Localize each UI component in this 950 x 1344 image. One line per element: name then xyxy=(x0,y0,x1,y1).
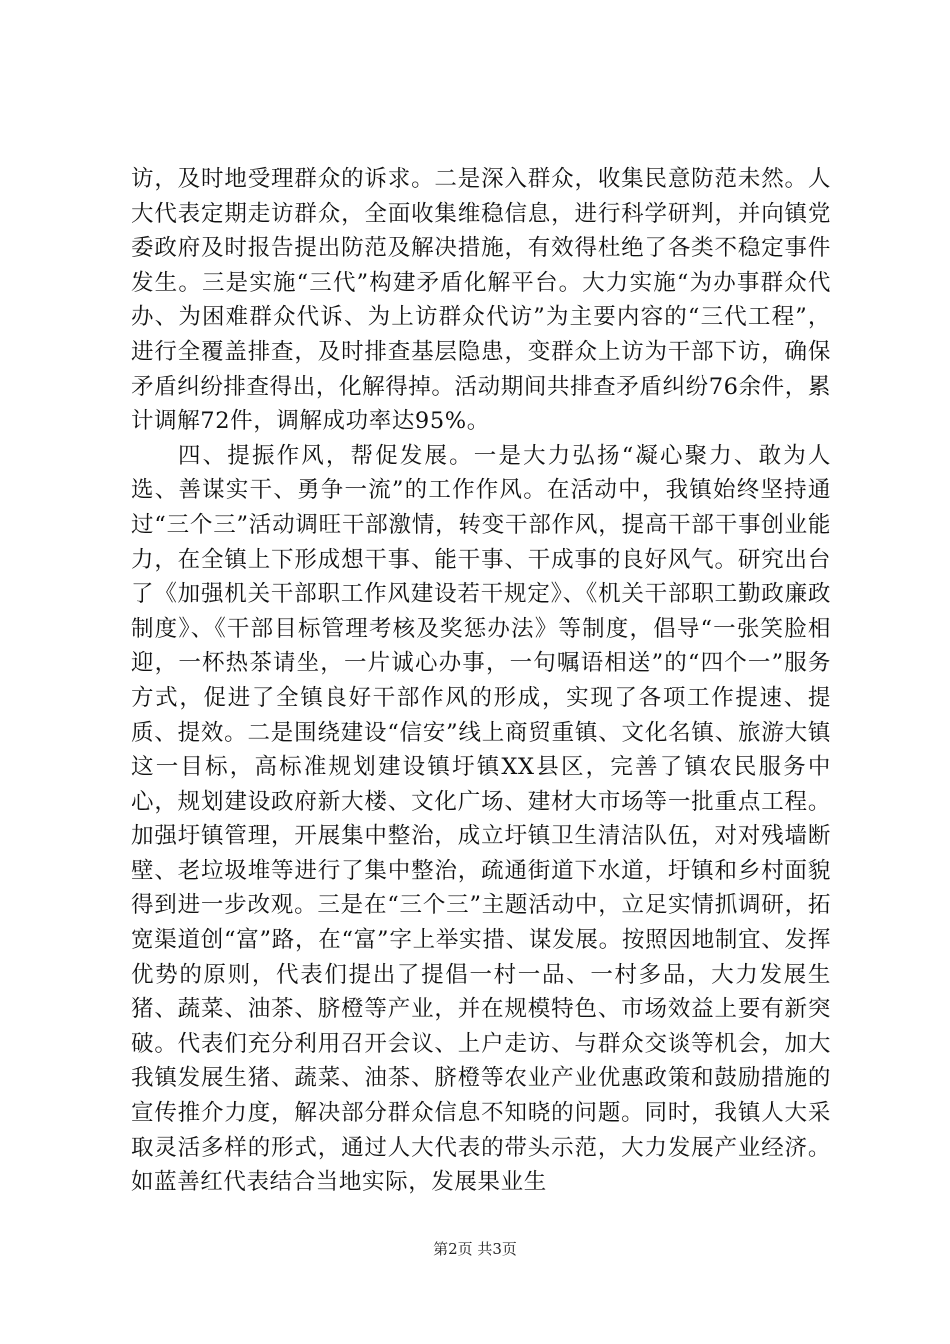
paragraph-section-four: 四、提振作风，帮促发展。一是大力弘扬“凝心聚力、敢为人选、善谋实干、勇争一流”的工作作风。在活动中，我镇始终坚持通过“三个三”活动调旺干部激情，转变干部作风，提高干部干事创业能力，在全镇上下形成想干事、能干事、干成事的良好风气。研究出台了《加强机关干部职工作风建设若干规定》、《机关干部职工勤政廉政制度》、《干部目标管理考核及奖惩办法》等制度，倡导“一张笑脸相迎，一杯热茶请坐，一片诚心办事，一句嘱语相送”的“四个一”服务方式，促进了全镇良好干部作风的形成，实现了各项工作提速、提质、提效。二是围绕建设“信安”线上商贸重镇、文化名镇、旅游大镇这一目标，高标准规划建设镇圩镇XX县区，完善了镇农民服务中心，规划建设政府新大楼、文化广场、建材大市场等一批重点工程。加强圩镇管理，开展集中整治，成立圩镇卫生清洁队伍，对对残墙断壁、老垃圾堆等进行了集中整治，疏通街道下水道，圩镇和乡村面貌得到进一步改观。三是在“三个三”主题活动中，立足实情抓调研，拓宽渠道创“富”路，在“富”字上举实措、谋发展。按照因地制宜、发挥优势的原则，代表们提出了提倡一村一品、一村多品，大力发展生猪、蔬菜、油茶、脐橙等产业，并在规模特色、市场效益上要有新突破。代表们充分利用召开会议、上户走访、与群众交谈等机会，加大我镇发展生猪、蔬菜、油茶、脐橙等农业产业优惠政策和鼓励措施的宣传推介力度，解决部分群众信息不知晓的问题。同时，我镇人大采取灵活多样的形式，通过人大代表的带头示范，大力发展产业经济。如蓝善红代表结合当地实际，发展果业生 xyxy=(131,442,831,1196)
body-text xyxy=(131,162,831,1200)
page-footer: 第2页 共3页 xyxy=(433,1240,517,1258)
paragraph-continued: 访，及时地受理群众的诉求。二是深入群众，收集民意防范未然。人大代表定期走访群众，全面收集维稳信息，进行科学研判，并向镇党委政府及时报告提出防范及解决措施，有效得杜绝了各类不稳定事件发生。三是实施“三代”构建矛盾化解平台。大力实施“为办事群众代办、为困难群众代诉、为上访群众代访”为主要内容的“三代工程”，进行全覆盖排查，及时排查基层隐患，变群众上访为干部下访，确保矛盾纠纷排查得出，化解得掉。活动期间共排查矛盾纠纷76余件，累计调解72件，调解成功率达95%。 xyxy=(131,166,831,435)
